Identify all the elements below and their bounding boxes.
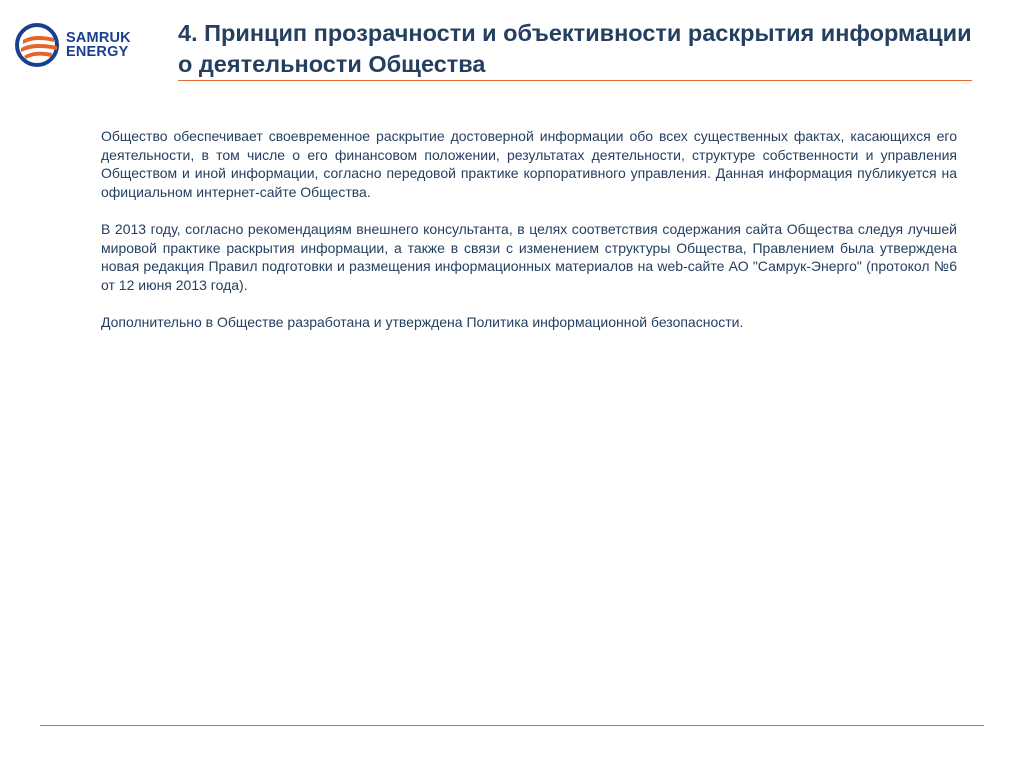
- logo-wordmark: [66, 31, 131, 59]
- paragraph-website-rules: В 2013 году, согласно рекомендациям внешнего консультанта, в целях соответствия содержания сайта Общества следуя лучшей мировой практике раскрытия информации, а также в связи с изменением структуры Общества, Правлением была утверждена новая редакция Правил подготовки и размещения информационных материалов на web-сайте АО "Самрук-Энерго" (протокол №6 от 12 июня 2013 года).: [101, 220, 957, 293]
- logo-line-1: SAMRUK: [66, 30, 131, 46]
- logo-line-2: ENERGY: [66, 44, 129, 60]
- samruk-energy-emblem-icon: [14, 22, 64, 68]
- paragraph-security-policy: Дополнительно в Обществе разработана и утверждена Политика информационной безопасности.: [101, 313, 744, 330]
- title-divider: [178, 80, 972, 81]
- paragraph-disclosure: Общество обеспечивает своевременное раскрытие достоверной информации обо всех существенных фактах, касающихся его деятельности, в том числе о его финансовом положении, результатах деятельности, структуре собственности и управления Обществом и иной информации, согласно передовой практике корпоративного управления. Данная информация публикуется на официальном интернет-сайте Общества.: [101, 128, 957, 200]
- company-logo: [14, 22, 148, 68]
- slide-title: 4. Принцип прозрачности и объективности раскрытия информации о деятельности Общества: [178, 20, 972, 77]
- slide-content: [101, 127, 957, 350]
- footer-divider: [40, 725, 984, 726]
